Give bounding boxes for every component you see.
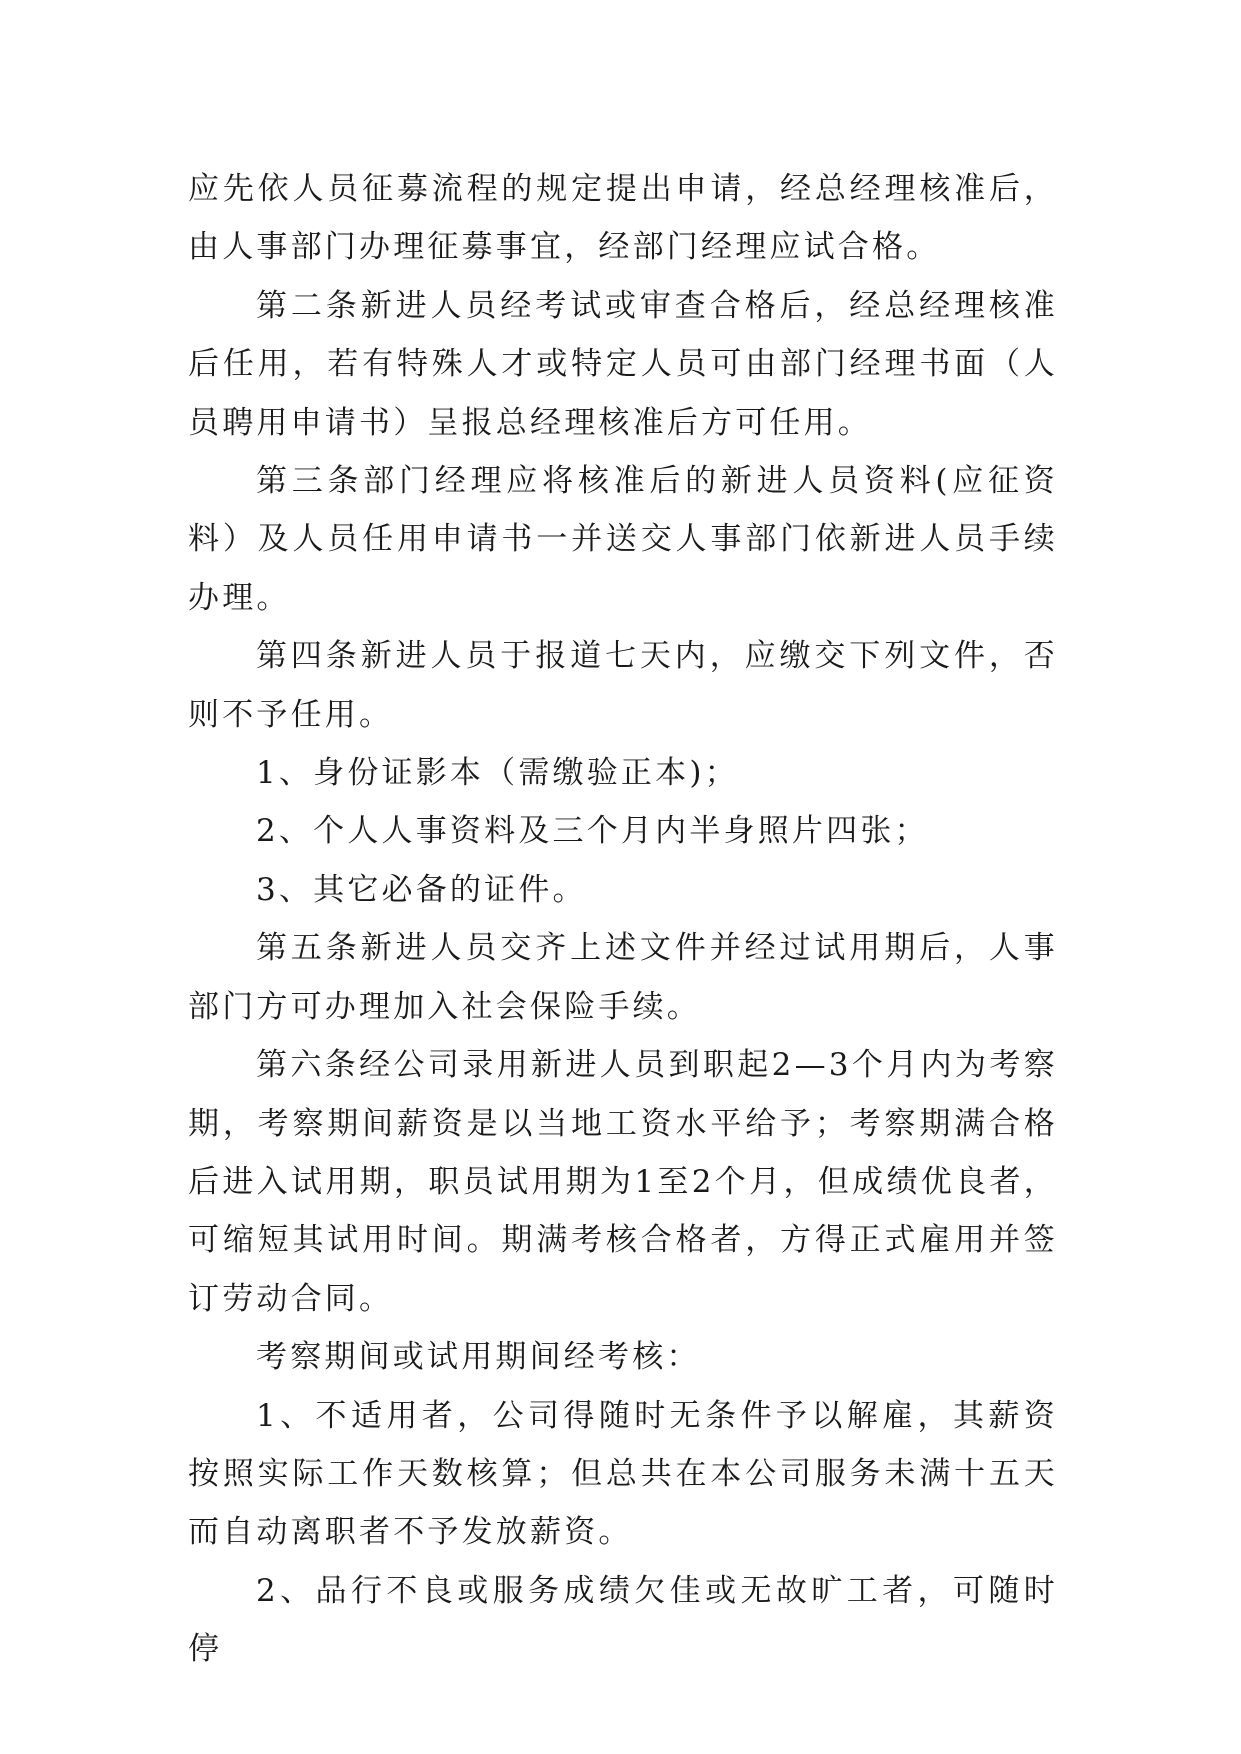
list-item-id-copy: 1、身份证影本（需缴验正本)；	[256, 755, 739, 792]
list-item-misconduct: 2、品行不良或服务成绩欠佳或无故旷工者，可随时停	[188, 1572, 1058, 1668]
paragraph-article-2: 第二条新进人员经考试或审查合格后，经总经理核准后任用，若有特殊人才或特定人员可由部门经理书面（人员聘用申请书）呈报总经理核准后方可任用。	[188, 287, 1058, 441]
paragraph-continuation: 应先依人员征募流程的规定提出申请，经总经理核准后，由人事部门办理征募事宜，经部门经理应试合格。	[188, 171, 1058, 266]
paragraph-article-4: 第四条新进人员于报道七天内，应缴交下列文件，否则不予任用。	[188, 638, 1058, 733]
list-item-unsuitable: 1、不适用者，公司得随时无条件予以解雇，其薪资按照实际工作天数核算；但总共在本公司服务未满十五天而自动离职者不予发放薪资。	[188, 1397, 1058, 1551]
list-item-other-documents: 3、其它必备的证件。	[256, 871, 587, 908]
paragraph-article-6: 第六条经公司录用新进人员到职起2—3个月内为考察期，考察期间薪资是以当地工资水平给予；考察期满合格后进入试用期，职员试用期为1至2个月，但成绩优良者，可缩短其试用时间。期满考核合格者，方得正式雇用并签订劳动合同。	[188, 1047, 1058, 1317]
paragraph-article-3: 第三条部门经理应将核准后的新进人员资料(应征资料）及人员任用申请书一并送交人事部门依新进人员手续办理。	[188, 463, 1058, 616]
paragraph-assessment-heading: 考察期间或试用期间经考核：	[256, 1339, 701, 1376]
paragraph-article-5: 第五条新进人员交齐上述文件并经过试用期后，人事部门方可办理加入社会保险手续。	[188, 930, 1058, 1025]
list-item-personnel-photos: 2、个人人事资料及三个月内半身照片四张；	[256, 813, 929, 850]
document-body	[188, 160, 1058, 1679]
